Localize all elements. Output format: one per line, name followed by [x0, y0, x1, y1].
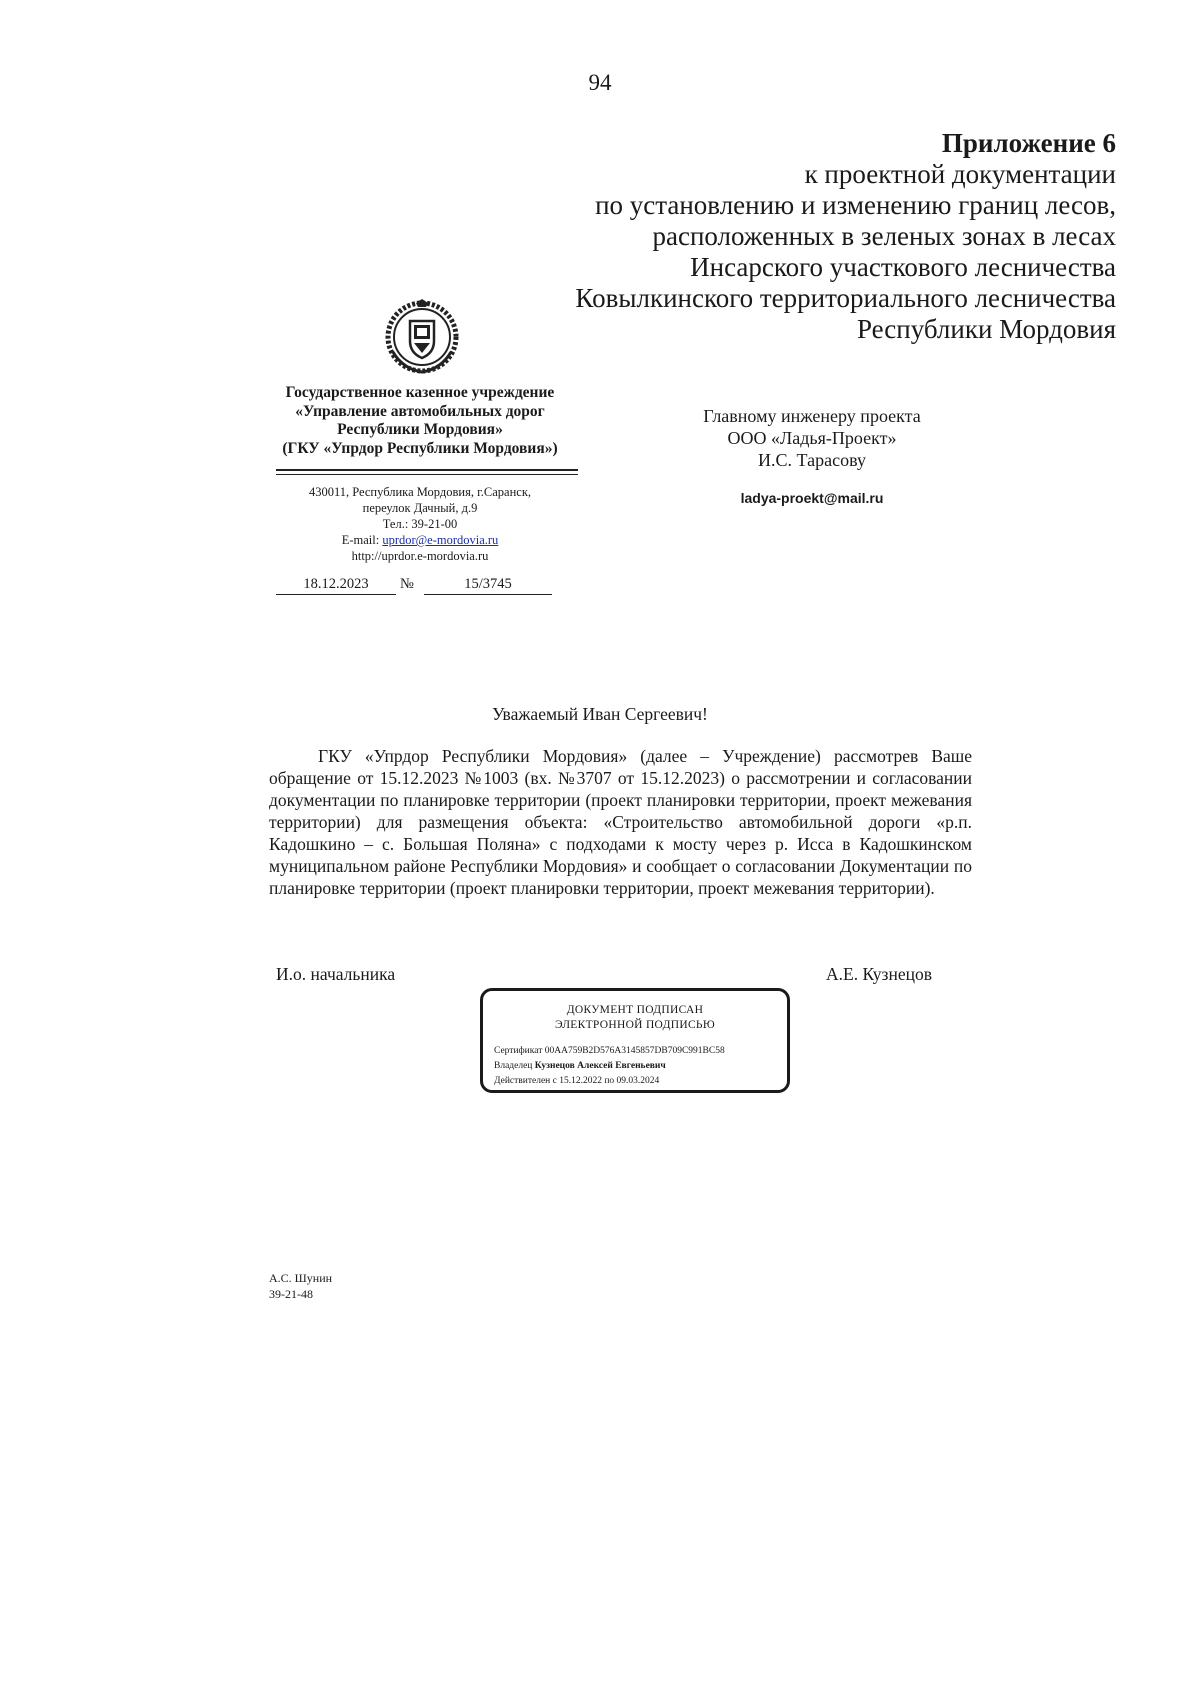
outgoing-number: 15/3745	[424, 576, 552, 595]
email-label: E-mail:	[341, 533, 380, 547]
coat-of-arms-icon	[383, 297, 461, 375]
address-line: переулок Дачный, д.9	[362, 501, 478, 515]
appendix-line: по установлению и изменению границ лесов,	[595, 190, 1116, 220]
appendix-line: Ковылкинского территориального лесничества	[575, 283, 1116, 313]
stamp-owner	[494, 1060, 666, 1073]
executor-phone: 39-21-48	[269, 1287, 313, 1301]
address-line: 430011, Республика Мордовия, г.Саранск,	[308, 485, 532, 499]
organization-line: Государственное казенное учреждение	[285, 384, 555, 401]
appendix-line: Республики Мордовия	[856, 314, 1116, 344]
executor-block	[269, 1270, 332, 1302]
organization-address	[260, 484, 580, 564]
organization-line: «Управление автомобильных дорог	[295, 402, 545, 420]
recipient-line: И.С. Тарасову	[758, 450, 866, 470]
stamp-validity: Действителен с 15.12.2022 по 09.03.2024	[494, 1076, 660, 1086]
phone: Тел.: 39-21-00	[382, 517, 458, 531]
letter-body: ГКУ «Упрдор Республики Мордовия» (далее – Учреждение) рассмотрев Ваше обращение от 15.12.2023 №1003 (вх. №3707 от 15.12.2023) о рассмотрении и согласовании документации по планировке территории (проект планировки территории, проект межевания территории) для размещения объекта: «Строительство автомобильной дороги «р.п. Кадошкино – с. Большая Поляна» с подходами к мосту через р. Исса в Кадошкинском муниципальном районе Республики Мордовия» и сообщает о согласовании Документации по планировке территории (проект планировки территории, проект межевания территории).	[269, 746, 972, 898]
stamp-owner-label: Владелец	[494, 1061, 533, 1071]
divider	[276, 469, 578, 471]
organization-line: (ГКУ «Упрдор Республики Мордовия»)	[282, 439, 558, 457]
appendix-header	[575, 128, 1116, 345]
signer-title: И.о. начальника	[276, 964, 396, 984]
number-sign: №	[400, 576, 414, 592]
appendix-line: Инсарского участкового лесничества	[690, 252, 1116, 282]
email-link[interactable]: uprdor@e-mordovia.ru	[382, 533, 499, 547]
stamp-heading	[483, 1003, 787, 1033]
appendix-line: к проектной документации	[804, 159, 1116, 189]
organization-line: Республики Мордовия»	[337, 421, 503, 438]
greeting: Уважаемый Иван Сергеевич!	[492, 704, 708, 724]
executor-name: А.С. Шунин	[269, 1271, 333, 1285]
recipient-block	[654, 405, 970, 471]
recipient-email: ladya-proekt@mail.ru	[740, 490, 884, 506]
stamp-owner-name: Кузнецов Алексей Евгеньевич	[534, 1061, 666, 1071]
organization-name	[260, 384, 580, 458]
email-row	[260, 532, 580, 548]
stamp-heading-line: ДОКУМЕНТ ПОДПИСАН	[566, 1004, 704, 1016]
outgoing-date: 18.12.2023	[276, 576, 396, 595]
electronic-signature-stamp	[480, 988, 790, 1093]
appendix-title: Приложение 6	[941, 128, 1116, 158]
stamp-heading-line: ЭЛЕКТРОННОЙ ПОДПИСЬЮ	[555, 1019, 715, 1031]
page-number: 94	[588, 70, 612, 95]
recipient-line: Главному инженеру проекта	[703, 406, 921, 426]
appendix-line: расположенных в зеленых зонах в лесах	[652, 221, 1116, 251]
signer-name: А.Е. Кузнецов	[826, 964, 932, 984]
recipient-line: ООО «Ладья-Проект»	[727, 428, 897, 448]
divider	[276, 474, 578, 475]
website: http://uprdor.e-mordovia.ru	[351, 549, 489, 563]
stamp-certificate: Сертификат 00AA759B2D576A3145857DB709C991BC58	[494, 1046, 725, 1056]
